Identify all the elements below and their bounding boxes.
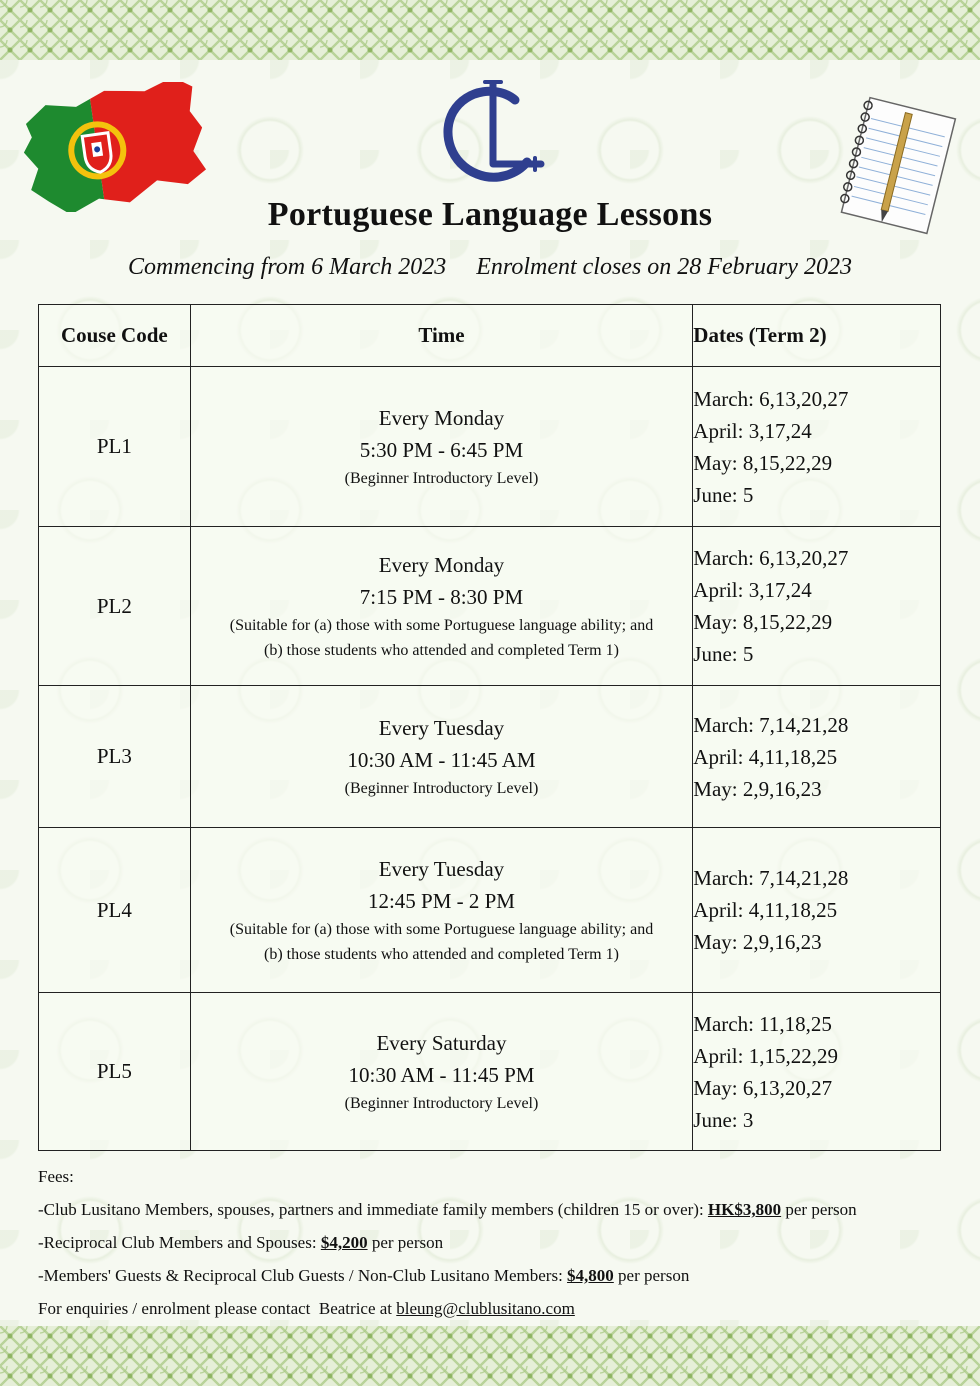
course-code: PL3 bbox=[39, 686, 191, 828]
course-dates bbox=[693, 828, 941, 993]
fee-label: -Members' Guests & Reciprocal Club Guests / Non-Club Lusitano Members: bbox=[38, 1266, 568, 1285]
club-lusitano-logo bbox=[437, 78, 547, 186]
fee-price: $4,200 bbox=[320, 1233, 368, 1252]
date-line: March: 7,14,21,28 bbox=[693, 866, 849, 890]
course-hours: 10:30 AM - 11:45 PM bbox=[348, 1063, 535, 1087]
fee-item-reciprocal bbox=[38, 1226, 958, 1259]
date-line: June: 5 bbox=[693, 482, 754, 507]
course-level-note: (Beginner Introductory Level) bbox=[344, 780, 539, 797]
header-time: Time bbox=[190, 305, 693, 367]
fee-label: -Club Lusitano Members, spouses, partners and immediate family members (children 15 or over): bbox=[38, 1200, 708, 1219]
fee-suffix: per person bbox=[367, 1233, 444, 1252]
contact-text: For enquiries / enrolment please contact Beatrice at bbox=[38, 1299, 397, 1318]
table-row bbox=[39, 686, 941, 828]
course-code: PL2 bbox=[39, 527, 191, 686]
course-day: Every Tuesday bbox=[378, 857, 505, 881]
date-line: April: 4,11,18,25 bbox=[693, 744, 838, 769]
fee-suffix: per person bbox=[781, 1200, 857, 1219]
course-dates bbox=[693, 367, 941, 527]
date-line: May: 2,9,16,23 bbox=[693, 776, 822, 801]
course-hours: 10:30 AM - 11:45 AM bbox=[347, 748, 536, 772]
course-hours: 7:15 PM - 8:30 PM bbox=[359, 585, 524, 609]
date-line: March: 6,13,20,27 bbox=[693, 546, 849, 570]
course-level-note: (Beginner Introductory Level) bbox=[344, 1095, 539, 1112]
date-line: June: 5 bbox=[693, 642, 754, 666]
course-code: PL1 bbox=[39, 367, 191, 527]
date-line: March: 6,13,20,27 bbox=[693, 386, 849, 411]
course-dates bbox=[693, 527, 941, 686]
table-row bbox=[39, 367, 941, 527]
fee-price: HK$3,800 bbox=[707, 1200, 782, 1219]
table-header-row bbox=[39, 305, 941, 367]
fee-price: $4,800 bbox=[567, 1266, 614, 1285]
header-dates: Dates (Term 2) bbox=[693, 305, 941, 367]
bottom-decorative-border bbox=[0, 1326, 980, 1386]
date-line: April: 1,15,22,29 bbox=[693, 1043, 838, 1068]
course-time bbox=[190, 527, 693, 686]
portugal-flag-icon bbox=[22, 82, 207, 212]
date-line: June: 3 bbox=[693, 1107, 754, 1132]
date-line: April: 4,11,18,25 bbox=[693, 898, 838, 922]
fee-label: -Reciprocal Club Members and Spouses: bbox=[38, 1233, 321, 1252]
date-line: May: 8,15,22,29 bbox=[693, 610, 833, 634]
top-decorative-border bbox=[0, 0, 980, 60]
date-line: April: 3,17,24 bbox=[693, 578, 812, 602]
date-line: May: 8,15,22,29 bbox=[693, 450, 833, 475]
course-time bbox=[190, 993, 693, 1151]
course-day: Every Saturday bbox=[376, 1031, 507, 1055]
enrolment-deadline: Enrolment closes on 28 February 2023 bbox=[476, 254, 852, 280]
date-line: March: 7,14,21,28 bbox=[693, 712, 849, 737]
course-day: Every Tuesday bbox=[378, 716, 505, 740]
commencing-date: Commencing from 6 March 2023 bbox=[128, 254, 447, 280]
subtitle bbox=[0, 254, 980, 281]
date-line: March: 11,18,25 bbox=[693, 1011, 832, 1036]
fees-heading: Fees: bbox=[38, 1167, 74, 1186]
course-dates bbox=[693, 993, 941, 1151]
course-level-note: (Beginner Introductory Level) bbox=[344, 470, 539, 487]
header-course-code: Couse Code bbox=[39, 305, 191, 367]
course-time bbox=[190, 367, 693, 527]
fee-suffix: per person bbox=[613, 1266, 690, 1285]
fee-item-members bbox=[38, 1193, 958, 1226]
date-line: May: 6,13,20,27 bbox=[693, 1075, 833, 1100]
course-code: PL5 bbox=[39, 993, 191, 1151]
table-row bbox=[39, 993, 941, 1151]
course-level-note: (Suitable for (a) those with some Portuguese language ability; and bbox=[229, 921, 654, 938]
fee-item-guests bbox=[38, 1259, 958, 1292]
fees-section bbox=[38, 1160, 958, 1325]
table-row bbox=[39, 527, 941, 686]
course-level-note: (Suitable for (a) those with some Portuguese language ability; and bbox=[229, 617, 654, 634]
course-hours: 5:30 PM - 6:45 PM bbox=[359, 438, 524, 462]
date-line: April: 3,17,24 bbox=[693, 418, 812, 443]
course-time bbox=[190, 686, 693, 828]
schedule-table bbox=[38, 304, 941, 1151]
contact-email-link[interactable]: bleung@clublusitano.com bbox=[396, 1299, 575, 1318]
course-day: Every Monday bbox=[378, 406, 505, 430]
contact-line bbox=[38, 1292, 958, 1325]
page-title: Portuguese Language Lessons bbox=[267, 196, 713, 233]
course-dates bbox=[693, 686, 941, 828]
course-level-note: (b) those students who attended and completed Term 1) bbox=[264, 642, 619, 659]
date-line: May: 2,9,16,23 bbox=[693, 930, 822, 954]
course-day: Every Monday bbox=[378, 553, 505, 577]
table-row bbox=[39, 828, 941, 993]
course-level-note: (b) those students who attended and completed Term 1) bbox=[264, 946, 619, 963]
course-hours: 12:45 PM - 2 PM bbox=[367, 889, 515, 913]
course-time bbox=[190, 828, 693, 993]
course-code: PL4 bbox=[39, 828, 191, 993]
